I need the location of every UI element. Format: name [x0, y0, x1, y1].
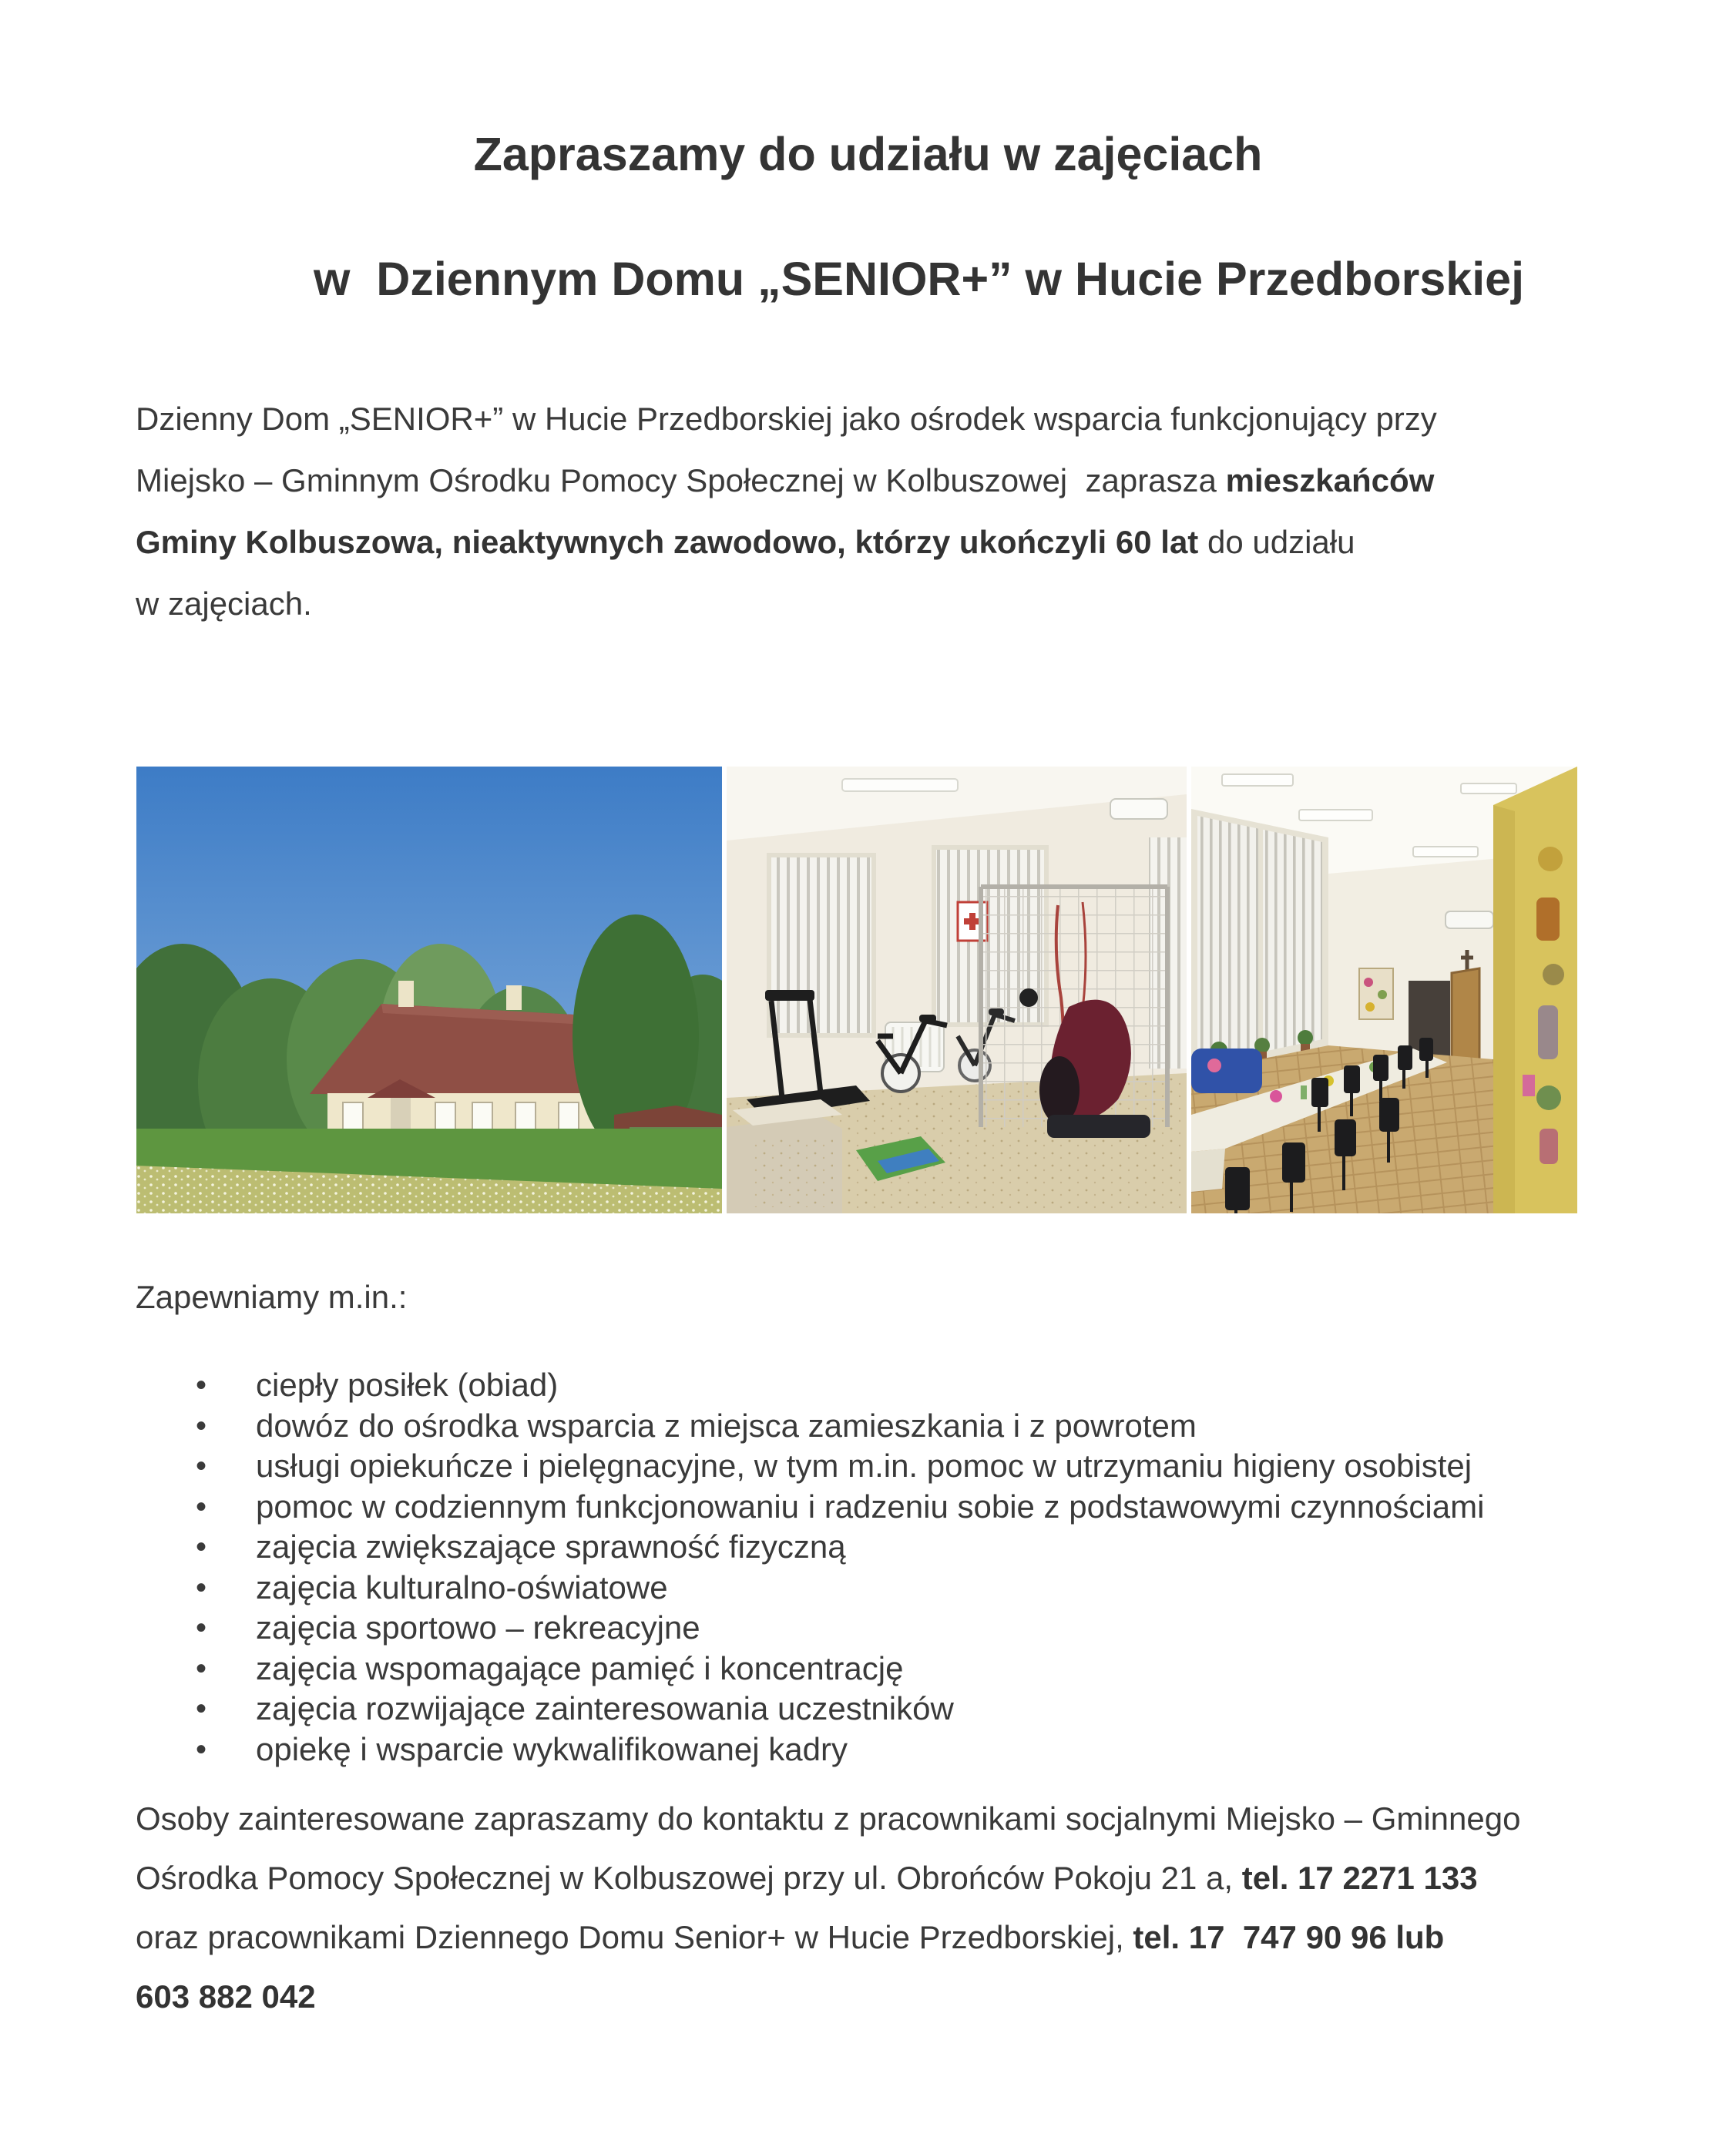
- pink-ribbon: [1523, 1075, 1535, 1096]
- text-line: [136, 512, 1684, 573]
- text-run: Ośrodka Pomocy Społecznej w Kolbuszowej przy ul. Obrońców Pokoju 21 a,: [136, 1860, 1242, 1896]
- yellow-wall: [1493, 767, 1577, 1213]
- intro-paragraph: [136, 388, 1684, 635]
- service-item: • zajęcia zwiększające sprawność fizyczną: [136, 1527, 1684, 1568]
- service-item: • dowóz do ośrodka wsparcia z miejsca zamieszkania i z powrotem: [136, 1406, 1684, 1447]
- service-item: • opiekę i wsparcie wykwalifikowanej kadry: [136, 1730, 1684, 1770]
- service-item: • ciepły posiłek (obiad): [136, 1365, 1684, 1406]
- text-run: w zajęciach.: [136, 586, 312, 622]
- text-run: Osoby zainteresowane zapraszamy do kontaktu z pracownikami socjalnymi Miejsko – Gminnego: [136, 1800, 1521, 1837]
- text-run: Miejsko – Gminnym Ośrodku Pomocy Społecznej w Kolbuszowej zaprasza: [136, 462, 1226, 498]
- photo-gym-room: [727, 767, 1187, 1213]
- service-item: • zajęcia sportowo – rekreacyjne: [136, 1608, 1684, 1649]
- service-item: • zajęcia kulturalno-oświatowe: [136, 1568, 1684, 1609]
- photo-dining-room: [1191, 767, 1577, 1213]
- page-subtitle: w Dziennym Domu „SENIOR+” w Hucie Przedborskiej: [313, 252, 1525, 305]
- text-line: [136, 1967, 1684, 2026]
- bold-text-run: Gminy Kolbuszowa, nieaktywnych zawodowo, którzy ukończyli 60 lat: [136, 524, 1199, 560]
- text-line: [136, 573, 1684, 635]
- photo-row: [136, 767, 1577, 1213]
- service-item: • pomoc w codziennym funkcjonowaniu i radzeniu sobie z podstawowymi czynnościami: [136, 1487, 1684, 1528]
- services-list: [136, 1365, 1684, 1770]
- photo-building-exterior: [136, 767, 722, 1213]
- air-conditioner: [1446, 911, 1493, 928]
- window-left: [767, 853, 876, 1038]
- blue-couch: [1191, 1049, 1262, 1093]
- bold-text-run: mieszkańców: [1225, 462, 1435, 498]
- ceiling-light: [842, 779, 958, 791]
- contact-paragraph: [136, 1789, 1684, 2026]
- text-run: oraz pracownikami Dziennego Domu Senior+ w Hucie Przedborskiej,: [136, 1919, 1133, 1955]
- service-item: • zajęcia wspomagające pamięć i koncentrację: [136, 1649, 1684, 1689]
- text-line: [136, 450, 1684, 512]
- air-conditioner: [1110, 799, 1167, 819]
- text-run: do udziału: [1198, 524, 1355, 560]
- text-line: [136, 1789, 1684, 1848]
- wall-decor-board: [1359, 968, 1393, 1019]
- bold-text-run: tel. 17 2271 133: [1241, 1860, 1478, 1896]
- services-heading: Zapewniamy m.in.:: [136, 1279, 408, 1315]
- text-line: [136, 388, 1684, 450]
- text-run: Dzienny Dom „SENIOR+” w Hucie Przedborskiej jako ośrodek wsparcia funkcjonujący przy: [136, 401, 1437, 437]
- service-item: • zajęcia rozwijające zainteresowania uczestników: [136, 1689, 1684, 1730]
- bold-text-run: tel. 17 747 90 96 lub: [1133, 1919, 1445, 1955]
- bold-text-run: 603 882 042: [136, 1978, 316, 2015]
- text-line: [136, 1848, 1684, 1908]
- radiator-cover-cabinet: [727, 1099, 842, 1213]
- service-item: • usługi opiekuńcze i pielęgnacyjne, w tym m.in. pomoc w utrzymaniu higieny osobistej: [136, 1446, 1684, 1487]
- page-title: Zapraszamy do udziału w zajęciach: [473, 127, 1263, 180]
- text-line: [136, 1908, 1684, 1967]
